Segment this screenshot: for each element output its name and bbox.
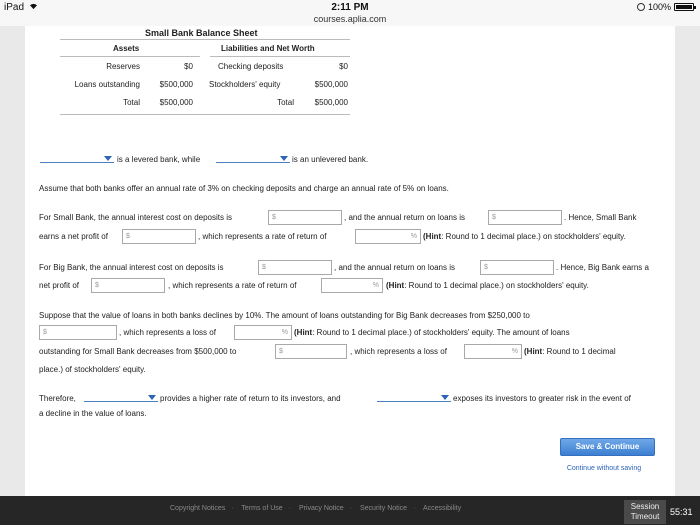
small-bank-text: . Hence, Small Bank [564, 213, 637, 222]
dollar-sign: $ [126, 233, 130, 240]
unlevered-bank-dropdown[interactable] [216, 154, 290, 163]
table-bottom-rule [60, 114, 350, 115]
asset-value: $0 [184, 62, 193, 71]
hint-text: : Round to 1 decimal place.) of stockholders' equity. The amount of loans [312, 328, 570, 337]
decline-text: place.) of stockholders' equity. [39, 365, 146, 374]
big-bank-loss-input[interactable] [234, 325, 292, 340]
battery-status [637, 2, 694, 12]
q1-text-b: is an unlevered bank. [292, 155, 369, 164]
chevron-down-icon [441, 395, 449, 400]
asset-label: Loans outstanding [74, 80, 140, 89]
asset-label: Reserves [106, 62, 140, 71]
big-bank-text: For Big Bank, the annual interest cost on deposits is [39, 263, 224, 272]
small-bank-loan-return-input[interactable] [488, 210, 562, 225]
percent-sign: % [281, 329, 288, 336]
therefore-text: Therefore, [39, 394, 76, 403]
url-label[interactable]: courses.aplia.com [313, 14, 387, 24]
big-bank-hint [386, 281, 589, 290]
dollar-sign: $ [279, 348, 283, 355]
footer [0, 496, 700, 525]
therefore-text: provides a higher rate of return to its investors, and [160, 394, 341, 403]
levered-bank-dropdown[interactable] [40, 154, 114, 163]
hint-label: (Hint [294, 328, 313, 337]
small-bank-return-rate-input[interactable] [355, 229, 421, 244]
continue-without-saving-link[interactable]: Continue without saving [566, 465, 642, 472]
battery-icon [674, 3, 694, 11]
hint-text: : Round to 1 decimal place.) on stockholders' equity. [441, 232, 626, 241]
copyright-link[interactable]: Copyright Notices [170, 505, 226, 512]
page-content [25, 26, 675, 496]
small-bank-loans-after-input[interactable] [275, 344, 347, 359]
big-bank-text: , and the annual return on loans is [334, 263, 455, 272]
percent-sign: % [372, 282, 379, 289]
assets-header-rule [60, 56, 200, 57]
liab-label: Stockholders' equity [209, 80, 281, 89]
small-bank-text: earns a net profit of [39, 232, 108, 241]
small-bank-text: For Small Bank, the annual interest cost on deposits is [39, 213, 232, 222]
assumption-text: Assume that both banks offer an annual rate of 3% on checking deposits and charge an annual rate of 5% on loans. [39, 184, 449, 193]
dollar-sign: $ [272, 214, 276, 221]
liab-label: Checking deposits [218, 62, 284, 71]
hint-label: (Hint [386, 281, 405, 290]
liab-value: $500,000 [314, 80, 348, 89]
assets-header: Assets [113, 44, 140, 53]
chevron-down-icon [280, 156, 288, 161]
chevron-down-icon [148, 395, 156, 400]
decline-text: Suppose that the value of loans in both banks declines by 10%. The amount of loans outstanding for Big Bank decreases from $250,000 to [39, 311, 530, 320]
decline-text: , which represents a loss of [350, 347, 447, 356]
clock: 2:11 PM [331, 2, 369, 13]
chevron-down-icon [104, 156, 112, 161]
liab-header-rule [210, 56, 350, 57]
save-continue-button[interactable]: Save & Continue [560, 438, 655, 456]
asset-value: $500,000 [159, 98, 193, 107]
big-bank-text: . Hence, Big Bank earns a [556, 263, 649, 272]
decline-text: outstanding for Small Bank decreases from $500,000 to [39, 347, 237, 356]
liab-value: $500,000 [314, 98, 348, 107]
higher-return-dropdown[interactable] [84, 393, 158, 402]
session-timer: 55:31 [670, 507, 693, 517]
big-bank-text: net profit of [39, 281, 80, 290]
small-bank-text: , which represents a rate of return of [198, 232, 327, 241]
small-bank-loss-input[interactable] [464, 344, 522, 359]
big-bank-text: , which represents a rate of return of [168, 281, 297, 290]
orientation-lock-icon [637, 3, 645, 11]
privacy-link[interactable]: Privacy Notice [298, 505, 344, 512]
asset-label: Total [123, 98, 140, 107]
decline-text: , which represents a loss of [119, 328, 216, 337]
hint-text: : Round to 1 decimal place.) on stockholders' equity. [404, 281, 589, 290]
accessibility-link[interactable]: Accessibility [422, 505, 462, 512]
big-bank-return-rate-input[interactable] [321, 278, 383, 293]
security-link[interactable]: Security Notice [359, 505, 408, 512]
liabilities-header: Liabilities and Net Worth [221, 44, 315, 53]
big-bank-loans-after-input[interactable] [39, 325, 117, 340]
q1-text-a: is a levered bank, while [117, 155, 201, 164]
percent-sign: % [511, 348, 518, 355]
timeout-line: Timeout [630, 512, 660, 521]
balance-sheet-title: Small Bank Balance Sheet [145, 28, 258, 38]
dollar-sign: $ [492, 214, 496, 221]
dollar-sign: $ [484, 264, 488, 271]
terms-link[interactable]: Terms of Use [241, 505, 283, 512]
therefore-text: a decline in the value of loans. [39, 409, 147, 418]
session-timeout-label [624, 500, 666, 524]
asset-value: $500,000 [159, 80, 193, 89]
dollar-sign: $ [95, 282, 99, 289]
decline-hint [524, 347, 616, 356]
small-bank-deposit-cost-input[interactable] [268, 210, 342, 225]
status-bar [0, 0, 700, 26]
big-bank-deposit-cost-input[interactable] [258, 260, 332, 275]
liab-label: Total [277, 98, 294, 107]
footer-links: Copyright Notices · Terms of Use · Privacy Notice · Security Notice · Accessibility [170, 505, 462, 512]
table-top-rule [60, 39, 350, 40]
hint-label: (Hint [524, 347, 543, 356]
liab-value: $0 [339, 62, 348, 71]
greater-risk-dropdown[interactable] [377, 393, 451, 402]
therefore-text: exposes its investors to greater risk in the event of [453, 394, 631, 403]
session-line: Session [630, 502, 660, 511]
small-bank-net-profit-input[interactable] [122, 229, 196, 244]
big-bank-loan-return-input[interactable] [480, 260, 554, 275]
device-name: iPad [4, 2, 25, 13]
hint-label: (Hint [423, 232, 442, 241]
small-bank-hint [423, 232, 626, 241]
battery-percent: 100% [647, 2, 671, 12]
hint-text: : Round to 1 decimal [542, 347, 616, 356]
big-bank-net-profit-input[interactable] [91, 278, 165, 293]
dollar-sign: $ [43, 329, 47, 336]
decline-hint [294, 328, 570, 337]
percent-sign: % [410, 233, 417, 240]
dollar-sign: $ [262, 264, 266, 271]
small-bank-text: , and the annual return on loans is [344, 213, 465, 222]
